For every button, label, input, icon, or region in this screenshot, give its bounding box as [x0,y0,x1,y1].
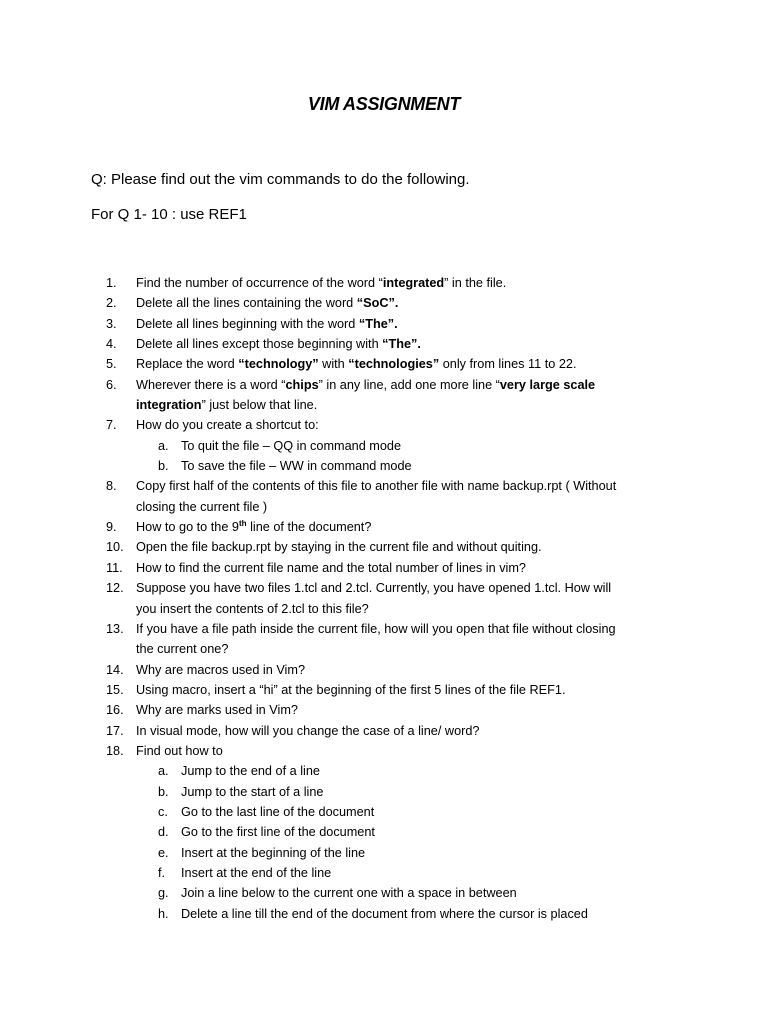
item-text: How to find the current file name and the total number of lines in vim? [136,560,526,575]
item-bold: “SoC”. [356,296,399,311]
item-text: If you have a file path inside the current file, how will you open that file without closing [136,621,616,636]
item-number: 11. [106,560,123,575]
item-number: 13. [106,621,124,636]
sub-item-letter: g. [158,886,169,901]
list-item [0,660,768,680]
item-text: Why are macros used in Vim? [136,662,305,677]
sub-list-item [0,822,768,842]
question-intro [91,170,470,190]
item-bold: “The”. [382,337,421,352]
sub-item-text: Go to the first line of the document [181,825,375,840]
item-number: 17. [106,723,124,738]
sub-list-item [0,904,768,924]
list-item [0,354,768,374]
sub-item-text: To save the file – WW in command mode [181,459,412,474]
item-continuation: you insert the contents of 2.tcl to this file? [136,601,369,616]
for-range: 1- 10 : use REF1 [129,206,247,223]
sub-item-text: To quit the file – QQ in command mode [181,438,402,453]
item-text: In visual mode, how will you change the case of a line/ word? [136,723,480,738]
item-bold: chips [285,377,319,392]
list-item [0,273,768,293]
item-text: Find the number of occurrence of the word “ [136,276,383,290]
sub-list-item [0,436,768,456]
sub-item-text: Jump to the start of a line [181,784,324,799]
item-number: 8. [106,479,117,494]
item-bold: very large scale [499,377,596,392]
list-item [0,700,768,720]
list-item [0,741,768,761]
sub-item-text: Go to the last line of the document [181,804,375,819]
sub-list-item [0,802,768,822]
item-continuation: closing the current file ) [136,499,268,514]
item-text: Using macro, insert a “hi” at the beginning of the first 5 lines of the file REF1. [136,682,566,697]
item-text: Delete all the lines containing the word [136,296,357,311]
item-number: 4. [106,337,117,352]
item-text: Replace the word [136,357,239,372]
item-text: Copy first half of the contents of this file to another file with name backup.rpt ( Without [136,479,617,494]
item-text: only from lines 11 to 22. [439,357,577,372]
list-item [0,619,768,660]
list-item [0,415,768,435]
item-number: 18. [106,743,124,758]
sub-item-letter: h. [158,906,169,921]
item-text: ” just below that line. [201,398,318,413]
item-continuation: the current one? [136,642,229,657]
item-text: Find out how to [136,743,223,758]
item-number: 7. [106,418,117,433]
sub-item-text: Jump to the end of a line [181,764,320,779]
item-text: Open the file backup.rpt by staying in the current file and without quiting. [136,540,542,555]
item-number: 2. [106,296,117,311]
list-item [0,375,768,416]
item-bold: “technology” [238,357,319,372]
item-text: ” in the file. [444,276,507,290]
item-text: Suppose you have two files 1.tcl and 2.tcl. Currently, you have opened 1.tcl. How will [136,581,612,596]
item-text: with [318,357,349,372]
sub-item-text: Delete a line till the end of the document from where the cursor is placed [181,906,588,921]
sub-list-item [0,883,768,903]
list-item [0,334,768,354]
item-text: Delete all lines except those beginning with [136,337,383,352]
sub-item-letter: a. [158,764,169,779]
list-item [0,517,768,537]
sub-list-item [0,863,768,883]
sub-item-text: Join a line below to the current one with a space in between [181,886,517,901]
ordinal-superscript: th [238,518,247,528]
list-item [0,578,768,619]
list-item [0,680,768,700]
item-bold: “The”. [358,316,398,331]
item-text: Wherever there is a word “ [136,377,286,392]
item-number: 16. [106,703,124,718]
item-continuation [136,395,768,415]
item-text: How do you create a shortcut to: [136,418,319,433]
item-text: Why are marks used in Vim? [136,703,298,718]
item-text: How to go to the 9 [136,520,239,535]
item-text: line of the document? [246,520,372,535]
item-number: 14. [106,662,124,677]
sub-item-letter: f. [158,865,166,880]
list-item [0,537,768,557]
sub-item-letter: a. [158,438,169,453]
item-number: 3. [106,316,117,331]
list-item [0,476,768,517]
question-list [0,273,768,924]
for-prefix: For [91,206,118,223]
item-number: 6. [106,377,117,392]
item-bold: integrated [382,276,445,290]
for-q: Q [117,206,130,223]
sub-item-letter: d. [158,825,169,840]
item-number: 15. [106,682,124,697]
item-number: 9. [106,520,117,535]
sub-item-text: Insert at the end of the line [181,865,332,880]
item-number: 12. [106,581,124,596]
item-number: 5. [106,357,117,372]
item-number: 10. [106,540,124,555]
q-prefix: Q [91,171,103,188]
item-bold: integration [136,398,202,413]
list-item [0,314,768,334]
sub-list-item [0,782,768,802]
list-item [0,558,768,578]
item-text: Delete all lines beginning with the word [136,316,359,331]
document-title: VIM ASSIGNMENT [307,94,461,114]
sub-list-item [0,843,768,863]
sub-list-item [0,761,768,781]
sub-item-letter: b. [158,784,169,799]
sub-item-letter: c. [158,804,168,819]
item-text: ” in any line, add one more line “ [318,377,500,392]
list-item [0,721,768,741]
reference-note [91,205,247,225]
list-item [0,293,768,313]
sub-item-letter: e. [158,845,169,860]
q-text: : Please find out the vim commands to do the following. [102,171,470,188]
item-number: 1. [106,276,117,290]
sub-item-letter: b. [158,459,169,474]
item-bold: “technologies” [348,357,440,372]
sub-list-item [0,456,768,476]
sub-item-text: Insert at the beginning of the line [181,845,366,860]
